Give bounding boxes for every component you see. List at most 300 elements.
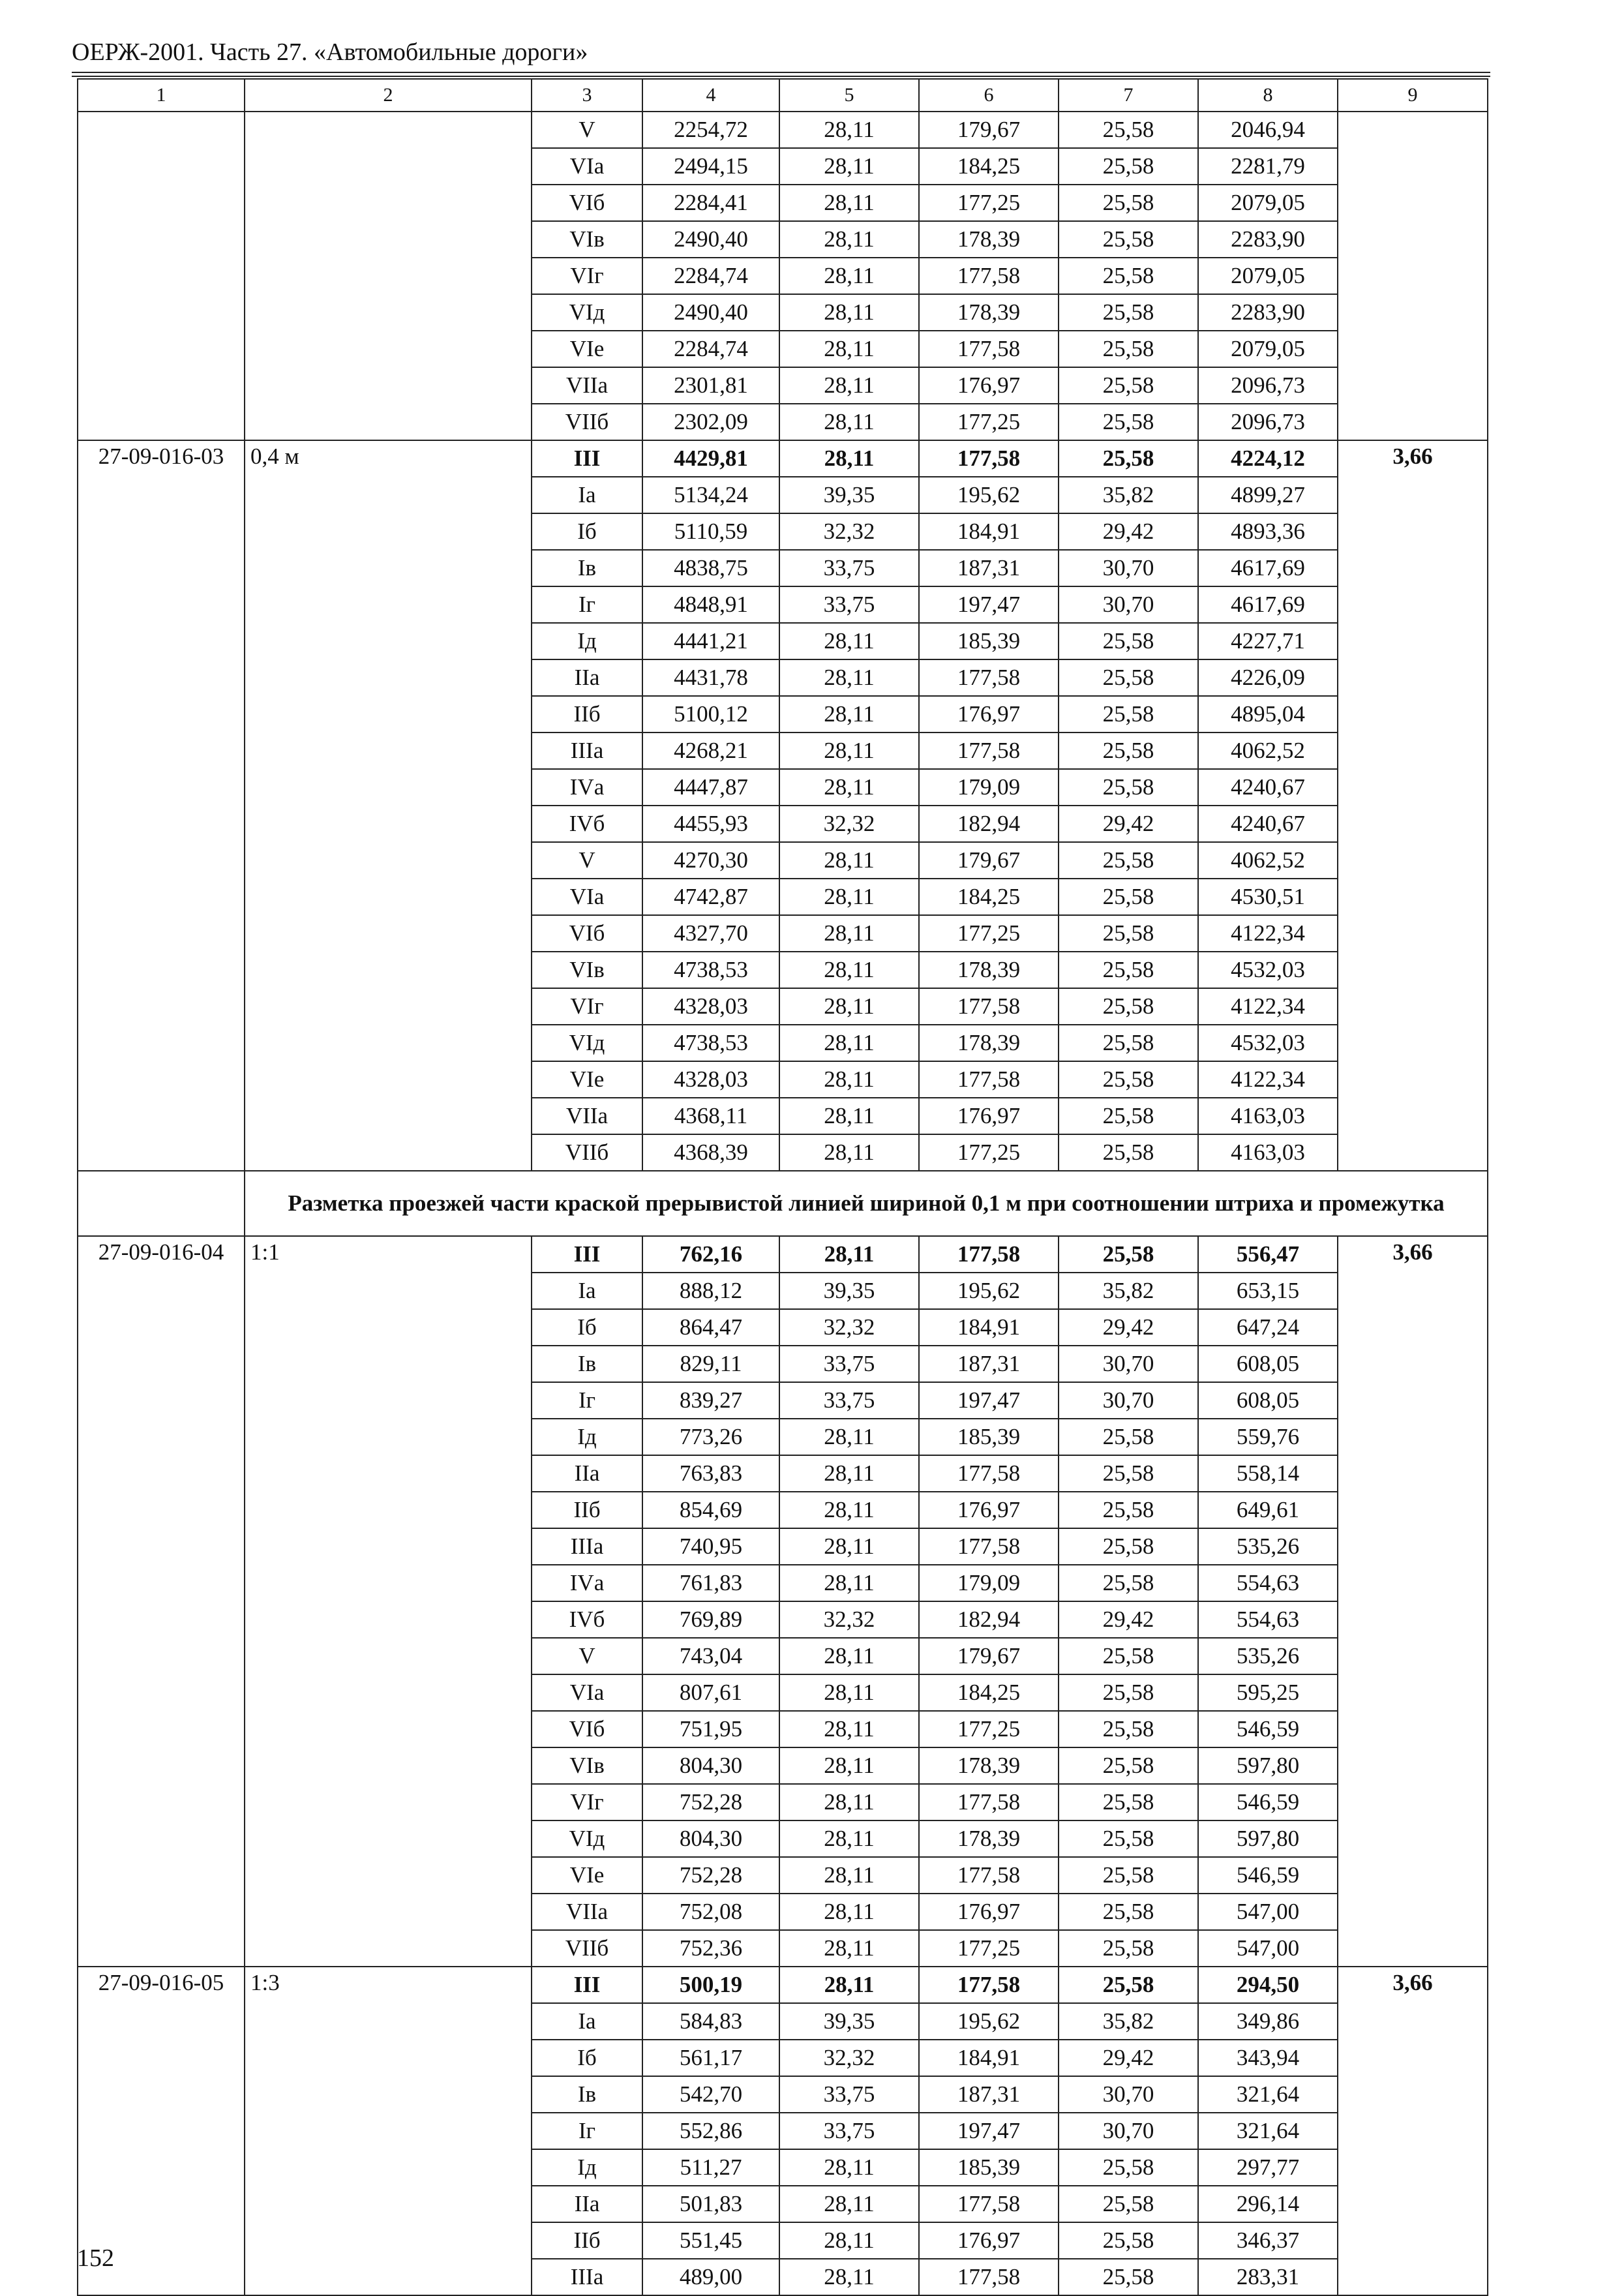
table-cell: 2302,09: [642, 404, 779, 440]
column-number-cell: 4: [642, 79, 779, 112]
table-cell: 177,25: [919, 404, 1059, 440]
table-cell: 28,11: [779, 1134, 919, 1171]
table-cell: 4447,87: [642, 769, 779, 806]
table-cell: VIг: [532, 1784, 642, 1820]
table-cell: 28,11: [779, 1638, 919, 1674]
table-cell: Iг: [532, 1382, 642, 1419]
table-cell: 25,58: [1059, 112, 1198, 148]
table-cell: VIа: [532, 148, 642, 185]
table-cell: 184,25: [919, 148, 1059, 185]
table-cell: 547,00: [1198, 1930, 1338, 1967]
table-cell: VIIб: [532, 1930, 642, 1967]
table-cell: 30,70: [1059, 1346, 1198, 1382]
table-cell: Iд: [532, 2149, 642, 2186]
table-cell: 25,58: [1059, 148, 1198, 185]
table-cell: 542,70: [642, 2076, 779, 2113]
table-cell: 4163,03: [1198, 1134, 1338, 1171]
table-cell: 39,35: [779, 1273, 919, 1309]
table-cell: 2490,40: [642, 221, 779, 258]
table-cell: 4530,51: [1198, 879, 1338, 915]
table-cell: 28,11: [779, 696, 919, 733]
table-cell: 839,27: [642, 1382, 779, 1419]
table-cell: 179,09: [919, 1565, 1059, 1601]
table-cell: 2284,74: [642, 331, 779, 367]
table-cell: 535,26: [1198, 1638, 1338, 1674]
table-cell: 25,58: [1059, 367, 1198, 404]
table-cell: 349,86: [1198, 2003, 1338, 2040]
table-cell: 28,11: [779, 1820, 919, 1857]
table-cell: 4899,27: [1198, 477, 1338, 513]
table-cell: 177,58: [919, 2259, 1059, 2295]
table-cell: IIб: [532, 2222, 642, 2259]
table-cell: 28,11: [779, 1784, 919, 1820]
table-cell: 25,58: [1059, 1236, 1198, 1273]
table-cell: 195,62: [919, 1273, 1059, 1309]
table-cell: V: [532, 842, 642, 879]
table-cell: 2079,05: [1198, 258, 1338, 294]
rate-description-cell: [245, 112, 532, 440]
table-cell: 752,36: [642, 1930, 779, 1967]
table-cell: VIа: [532, 879, 642, 915]
table-cell: 5100,12: [642, 696, 779, 733]
table-cell: 28,11: [779, 1025, 919, 1061]
table-cell: 35,82: [1059, 2003, 1198, 2040]
table-cell: 804,30: [642, 1820, 779, 1857]
table-cell: 25,58: [1059, 1025, 1198, 1061]
table-cell: 4895,04: [1198, 696, 1338, 733]
table-cell: 177,25: [919, 185, 1059, 221]
table-cell: 29,42: [1059, 513, 1198, 550]
table-cell: 33,75: [779, 1346, 919, 1382]
table-cell: 25,58: [1059, 1565, 1198, 1601]
table-cell: III: [532, 1967, 642, 2003]
table-cell: 752,08: [642, 1894, 779, 1930]
table-cell: 2490,40: [642, 294, 779, 331]
table-cell: 177,58: [919, 258, 1059, 294]
table-cell: Iв: [532, 2076, 642, 2113]
table-cell: 29,42: [1059, 2040, 1198, 2076]
table-cell: 185,39: [919, 1419, 1059, 1455]
table-cell: 177,58: [919, 1061, 1059, 1098]
table-cell: 283,31: [1198, 2259, 1338, 2295]
table-cell: 4062,52: [1198, 842, 1338, 879]
column-number-cell: 5: [779, 79, 919, 112]
table-cell: 30,70: [1059, 586, 1198, 623]
table-cell: 28,11: [779, 1236, 919, 1273]
table-cell: 195,62: [919, 2003, 1059, 2040]
table-cell: 177,58: [919, 1784, 1059, 1820]
table-cell: 554,63: [1198, 1601, 1338, 1638]
table-cell: 4368,39: [642, 1134, 779, 1171]
table-cell: 25,58: [1059, 1711, 1198, 1747]
table-cell: 32,32: [779, 2040, 919, 2076]
table-cell: 28,11: [779, 1098, 919, 1134]
table-cell: 178,39: [919, 1025, 1059, 1061]
table-cell: 647,24: [1198, 1309, 1338, 1346]
table-cell: VIе: [532, 1061, 642, 1098]
table-cell: 177,25: [919, 1134, 1059, 1171]
table-cell: Iб: [532, 513, 642, 550]
table-cell: Iа: [532, 2003, 642, 2040]
table-cell: 25,58: [1059, 659, 1198, 696]
table-cell: 763,83: [642, 1455, 779, 1492]
table-cell: 33,75: [779, 1382, 919, 1419]
table-cell: 25,58: [1059, 879, 1198, 915]
table-cell: 28,11: [779, 1894, 919, 1930]
column-number-cell: 8: [1198, 79, 1338, 112]
table-cell: 25,58: [1059, 2186, 1198, 2222]
table-cell: 4738,53: [642, 1025, 779, 1061]
table-cell: 28,11: [779, 2259, 919, 2295]
page-number: 152: [77, 2244, 114, 2272]
table-cell: 25,58: [1059, 1674, 1198, 1711]
table-cell: 176,97: [919, 367, 1059, 404]
table-cell: 752,28: [642, 1857, 779, 1894]
table-cell: 178,39: [919, 221, 1059, 258]
table-cell: VIе: [532, 331, 642, 367]
table-cell: 25,58: [1059, 988, 1198, 1025]
table-cell: 177,58: [919, 1528, 1059, 1565]
table-cell: 546,59: [1198, 1711, 1338, 1747]
table-cell: 2284,41: [642, 185, 779, 221]
table-cell: 653,15: [1198, 1273, 1338, 1309]
table-cell: IVа: [532, 769, 642, 806]
table-cell: 4431,78: [642, 659, 779, 696]
table-cell: 25,58: [1059, 1098, 1198, 1134]
header-rule-bottom: [72, 76, 1490, 77]
rate-code-cell: [78, 112, 245, 440]
table-cell: 39,35: [779, 477, 919, 513]
table-cell: 25,58: [1059, 1492, 1198, 1528]
table-cell: VIIб: [532, 404, 642, 440]
table-cell: 177,25: [919, 1711, 1059, 1747]
table-cell: 4455,93: [642, 806, 779, 842]
table-cell: 4328,03: [642, 1061, 779, 1098]
column-number-cell: 9: [1338, 79, 1488, 112]
table-cell: 32,32: [779, 1309, 919, 1346]
table-cell: 28,11: [779, 2149, 919, 2186]
table-cell: 28,11: [779, 1967, 919, 2003]
table-cell: 649,61: [1198, 1492, 1338, 1528]
table-cell: 197,47: [919, 2113, 1059, 2149]
table-cell: VIд: [532, 1025, 642, 1061]
table-cell: 321,64: [1198, 2076, 1338, 2113]
table-cell: 321,64: [1198, 2113, 1338, 2149]
table-cell: 28,11: [779, 1857, 919, 1894]
table-cell: IIб: [532, 696, 642, 733]
table-cell: 177,25: [919, 915, 1059, 952]
table-cell: 552,86: [642, 2113, 779, 2149]
table-cell: 743,04: [642, 1638, 779, 1674]
table-cell: VIв: [532, 1747, 642, 1784]
table-cell: 2301,81: [642, 367, 779, 404]
table-cell: 177,58: [919, 1967, 1059, 2003]
table-cell: Iг: [532, 586, 642, 623]
table-cell: 185,39: [919, 623, 1059, 659]
table-cell: 30,70: [1059, 550, 1198, 586]
table-cell: 28,11: [779, 367, 919, 404]
table-cell: 854,69: [642, 1492, 779, 1528]
table-cell: 4441,21: [642, 623, 779, 659]
table-cell: 33,75: [779, 586, 919, 623]
table-cell: IVа: [532, 1565, 642, 1601]
table-cell: 2283,90: [1198, 294, 1338, 331]
table-cell: Iд: [532, 1419, 642, 1455]
table-cell: VIIа: [532, 1098, 642, 1134]
table-cell: 187,31: [919, 2076, 1059, 2113]
table-cell: VIIа: [532, 1894, 642, 1930]
table-cell: 176,97: [919, 696, 1059, 733]
table-cell: 33,75: [779, 550, 919, 586]
table-cell: 177,58: [919, 2186, 1059, 2222]
table-cell: 4227,71: [1198, 623, 1338, 659]
table-cell: 25,58: [1059, 1061, 1198, 1098]
table-cell: 25,58: [1059, 696, 1198, 733]
table-cell: Iд: [532, 623, 642, 659]
rates-table: [77, 78, 1488, 2296]
table-cell: 28,11: [779, 331, 919, 367]
table-cell: 179,67: [919, 842, 1059, 879]
col9-value-cell: [1338, 112, 1488, 440]
table-cell: 28,11: [779, 404, 919, 440]
table-cell: 4224,12: [1198, 440, 1338, 477]
table-row: [78, 1236, 1488, 1273]
table-cell: 4226,09: [1198, 659, 1338, 696]
table-cell: IIа: [532, 659, 642, 696]
table-cell: 30,70: [1059, 1382, 1198, 1419]
rate-description-cell: 0,4 м: [245, 440, 532, 1171]
table-cell: 184,91: [919, 2040, 1059, 2076]
header-rule-top: [72, 72, 1490, 73]
table-cell: 584,83: [642, 2003, 779, 2040]
table-cell: 25,58: [1059, 294, 1198, 331]
table-cell: 28,11: [779, 952, 919, 988]
table-cell: 30,70: [1059, 2076, 1198, 2113]
table-cell: 25,58: [1059, 185, 1198, 221]
table-cell: 751,95: [642, 1711, 779, 1747]
table-cell: 554,63: [1198, 1565, 1338, 1601]
table-cell: 2096,73: [1198, 404, 1338, 440]
table-cell: VIд: [532, 294, 642, 331]
table-cell: 25,58: [1059, 2222, 1198, 2259]
table-cell: 888,12: [642, 1273, 779, 1309]
table-cell: 25,58: [1059, 769, 1198, 806]
table-cell: 25,58: [1059, 1894, 1198, 1930]
table-cell: 4429,81: [642, 440, 779, 477]
table-cell: 177,58: [919, 1455, 1059, 1492]
table-cell: 35,82: [1059, 477, 1198, 513]
table-cell: 4838,75: [642, 550, 779, 586]
table-cell: 28,11: [779, 2186, 919, 2222]
table-cell: 28,11: [779, 1492, 919, 1528]
table-cell: 2254,72: [642, 112, 779, 148]
table-cell: 297,77: [1198, 2149, 1338, 2186]
table-cell: 195,62: [919, 477, 1059, 513]
table-cell: 197,47: [919, 1382, 1059, 1419]
table-cell: 25,58: [1059, 733, 1198, 769]
table-cell: 177,58: [919, 659, 1059, 696]
table-cell: 343,94: [1198, 2040, 1338, 2076]
col9-value-cell: 3,66: [1338, 1236, 1488, 1967]
table-cell: 4368,11: [642, 1098, 779, 1134]
table-cell: 25,58: [1059, 2259, 1198, 2295]
table-cell: 25,58: [1059, 1930, 1198, 1967]
table-cell: 762,16: [642, 1236, 779, 1273]
table-cell: 4240,67: [1198, 769, 1338, 806]
table-cell: VIб: [532, 185, 642, 221]
table-cell: 28,11: [779, 294, 919, 331]
table-cell: 28,11: [779, 1565, 919, 1601]
table-cell: 178,39: [919, 1820, 1059, 1857]
table-cell: Iв: [532, 550, 642, 586]
table-cell: VIIб: [532, 1134, 642, 1171]
table-cell: IVб: [532, 1601, 642, 1638]
table-cell: 4617,69: [1198, 586, 1338, 623]
table-cell: 177,58: [919, 1857, 1059, 1894]
table-cell: 2281,79: [1198, 148, 1338, 185]
section-heading: Разметка проезжей части краской прерывистой линией шириной 0,1 м при соотношении штриха и промежутка: [245, 1171, 1488, 1236]
table-cell: 25,58: [1059, 1820, 1198, 1857]
table-cell: VIе: [532, 1857, 642, 1894]
table-row: [78, 440, 1488, 477]
table-cell: 179,09: [919, 769, 1059, 806]
table-cell: 500,19: [642, 1967, 779, 2003]
table-cell: 4532,03: [1198, 952, 1338, 988]
table-cell: 25,58: [1059, 2149, 1198, 2186]
table-cell: 4122,34: [1198, 915, 1338, 952]
table-cell: 559,76: [1198, 1419, 1338, 1455]
table-cell: 2079,05: [1198, 331, 1338, 367]
table-cell: 4240,67: [1198, 806, 1338, 842]
table-cell: 5134,24: [642, 477, 779, 513]
table-cell: 556,47: [1198, 1236, 1338, 1273]
table-cell: 25,58: [1059, 258, 1198, 294]
table-cell: 773,26: [642, 1419, 779, 1455]
table-cell: 2283,90: [1198, 221, 1338, 258]
table-cell: 804,30: [642, 1747, 779, 1784]
table-cell: 28,11: [779, 1930, 919, 1967]
table-cell: 4270,30: [642, 842, 779, 879]
table-cell: Iв: [532, 1346, 642, 1382]
page-header-title: ОЕРЖ-2001. Часть 27. «Автомобильные дороги»: [72, 38, 588, 66]
table-cell: 511,27: [642, 2149, 779, 2186]
table-cell: 184,25: [919, 1674, 1059, 1711]
table-cell: 33,75: [779, 2113, 919, 2149]
table-cell: 39,35: [779, 2003, 919, 2040]
table-cell: 4122,34: [1198, 988, 1338, 1025]
table-cell: 187,31: [919, 1346, 1059, 1382]
table-cell: 25,58: [1059, 842, 1198, 879]
table-cell: 28,11: [779, 440, 919, 477]
table-cell: 547,00: [1198, 1894, 1338, 1930]
table-cell: 769,89: [642, 1601, 779, 1638]
table-cell: 864,47: [642, 1309, 779, 1346]
table-cell: 4738,53: [642, 952, 779, 988]
table-cell: 501,83: [642, 2186, 779, 2222]
column-number-cell: 1: [78, 79, 245, 112]
table-cell: VIг: [532, 988, 642, 1025]
table-cell: 25,58: [1059, 1747, 1198, 1784]
table-cell: 535,26: [1198, 1528, 1338, 1565]
table-cell: 176,97: [919, 1894, 1059, 1930]
table-cell: 25,58: [1059, 1857, 1198, 1894]
table-cell: 178,39: [919, 294, 1059, 331]
table-cell: 28,11: [779, 769, 919, 806]
table-cell: 28,11: [779, 988, 919, 1025]
table-cell: 4268,21: [642, 733, 779, 769]
table-cell: 4327,70: [642, 915, 779, 952]
table-cell: 2079,05: [1198, 185, 1338, 221]
table-cell: 28,11: [779, 659, 919, 696]
col9-value-cell: 3,66: [1338, 440, 1488, 1171]
table-cell: 4742,87: [642, 879, 779, 915]
table-cell: 597,80: [1198, 1820, 1338, 1857]
rate-code-cell: 27-09-016-04: [78, 1236, 245, 1967]
table-cell: 177,58: [919, 1236, 1059, 1273]
table-cell: 178,39: [919, 952, 1059, 988]
table-cell: 176,97: [919, 1492, 1059, 1528]
table-cell: 25,58: [1059, 404, 1198, 440]
table-cell: 28,11: [779, 221, 919, 258]
table-cell: 28,11: [779, 1061, 919, 1098]
column-number-cell: 7: [1059, 79, 1198, 112]
table-cell: 595,25: [1198, 1674, 1338, 1711]
table-cell: III: [532, 440, 642, 477]
column-number-row: [78, 79, 1488, 112]
table-cell: 29,42: [1059, 1601, 1198, 1638]
table-cell: 28,11: [779, 148, 919, 185]
table-cell: 296,14: [1198, 2186, 1338, 2222]
table-row: [78, 1967, 1488, 2003]
table-cell: 25,58: [1059, 1967, 1198, 2003]
table-cell: 346,37: [1198, 2222, 1338, 2259]
table-cell: 28,11: [779, 1419, 919, 1455]
rate-code-cell: 27-09-016-05: [78, 1967, 245, 2295]
table-cell: 176,97: [919, 1098, 1059, 1134]
table-cell: 28,11: [779, 1528, 919, 1565]
section-spacer-cell: [78, 1171, 245, 1236]
table-cell: 179,67: [919, 1638, 1059, 1674]
table-cell: 28,11: [779, 733, 919, 769]
table-cell: 2284,74: [642, 258, 779, 294]
rate-description-cell: 1:1: [245, 1236, 532, 1967]
table-cell: IIIа: [532, 1528, 642, 1565]
column-number-cell: 2: [245, 79, 532, 112]
table-cell: Iа: [532, 477, 642, 513]
table-cell: Iб: [532, 2040, 642, 2076]
section-heading-row: [78, 1171, 1488, 1236]
rate-code-cell: 27-09-016-03: [78, 440, 245, 1171]
table-cell: 179,67: [919, 112, 1059, 148]
table-cell: 197,47: [919, 586, 1059, 623]
table-cell: VIв: [532, 952, 642, 988]
table-cell: Iб: [532, 1309, 642, 1346]
table-cell: V: [532, 112, 642, 148]
table-cell: 608,05: [1198, 1346, 1338, 1382]
table-cell: 294,50: [1198, 1967, 1338, 2003]
table-cell: 2046,94: [1198, 112, 1338, 148]
table-cell: 597,80: [1198, 1747, 1338, 1784]
table-cell: 29,42: [1059, 1309, 1198, 1346]
table-cell: 551,45: [642, 2222, 779, 2259]
table-cell: 177,58: [919, 440, 1059, 477]
table-cell: 4163,03: [1198, 1098, 1338, 1134]
table-cell: 558,14: [1198, 1455, 1338, 1492]
table-cell: 4848,91: [642, 586, 779, 623]
table-cell: 608,05: [1198, 1382, 1338, 1419]
table-cell: Iг: [532, 2113, 642, 2149]
table-cell: 829,11: [642, 1346, 779, 1382]
